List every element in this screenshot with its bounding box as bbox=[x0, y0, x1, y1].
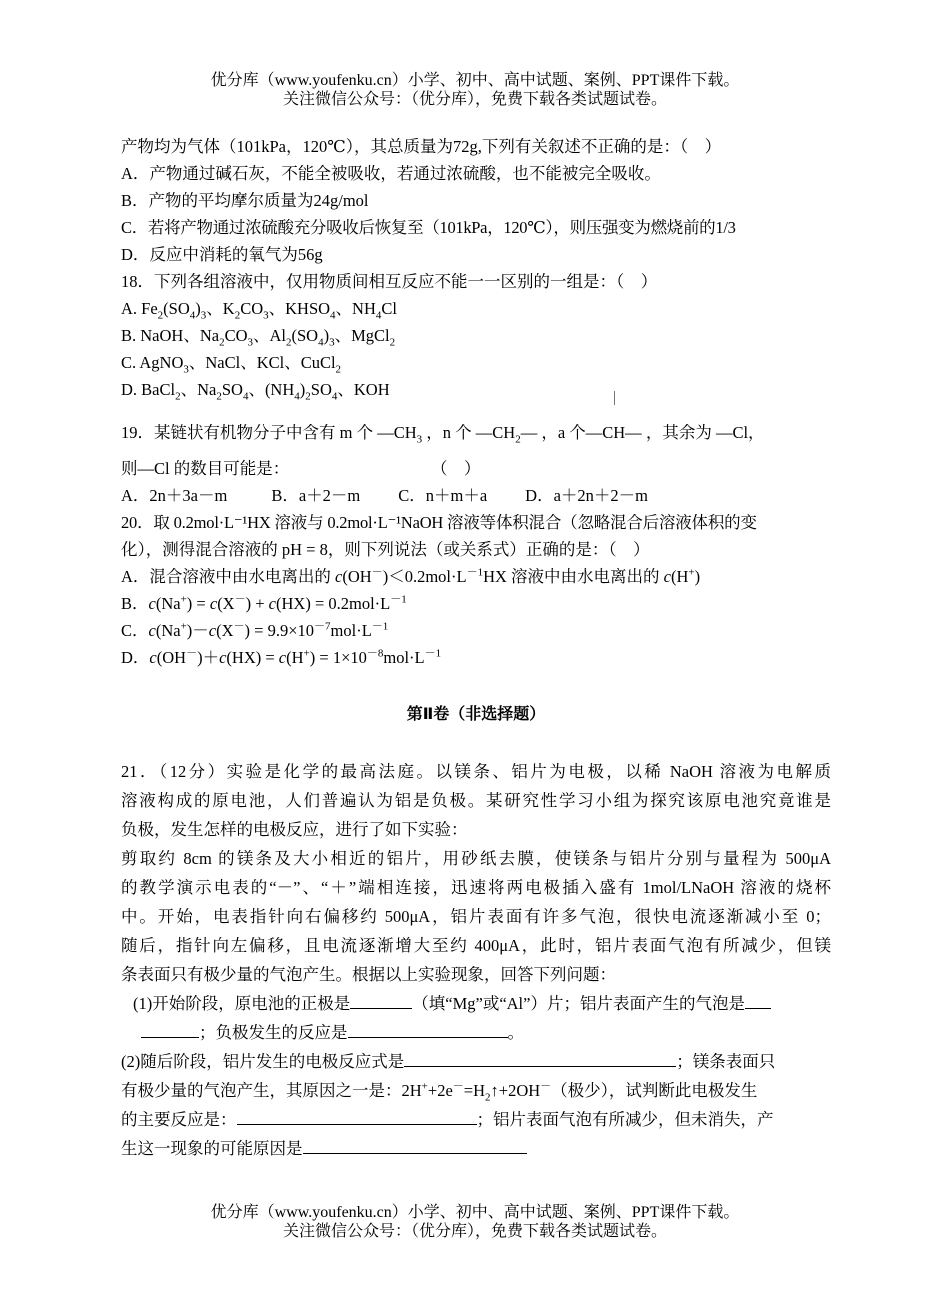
answer-blank[interactable] bbox=[303, 1135, 527, 1154]
q20-option-c: C．$c(Na^+)-c(X^-) = 9.9\times 10^{-7}mol\cdot L^{-1}$ bbox=[121, 620, 389, 640]
q17-option-c: C．若将产物通过浓硫酸充分吸收后恢复至（101kPa，120℃），则压强变为燃烧前的1/3 bbox=[121, 218, 736, 237]
q19-line-2: 则—Cl 的数目可能是： （ ） bbox=[121, 459, 481, 478]
header-line-1: 优分库（www.youfenku.cn）小学、初中、高中试题、案例、PPT课件下载。 bbox=[210, 72, 740, 89]
q21-paragraph-line: 负极，发生怎样的电极反应，进行了如下实验： bbox=[121, 820, 468, 839]
q20-option-a: A．混合溶液中由水电离出的 $c(OH^-)<0.2mol\cdot L^{-1}HX$ 溶液中由水电离出的 c(H+) bbox=[121, 566, 701, 586]
q21-sub-2-line-3: 的主要反应是： ；铝片表面气泡有所减少，但未消失，产 bbox=[121, 1105, 831, 1134]
methine-group: —CH— bbox=[586, 413, 642, 453]
q18-option-b: B. NaOH、$Na_2CO_3$、$Al_2(SO_4)_3$、MgCl$_2$ bbox=[121, 326, 396, 349]
q17-stem: 产物均为气体（101kPa，120℃），其总质量为72g,下列有关叙述不正确的是：（ ） bbox=[121, 137, 722, 156]
answer-blank[interactable] bbox=[404, 1048, 676, 1067]
answer-blank[interactable] bbox=[141, 1019, 199, 1038]
q17-option-a: A．产物通过碱石灰，不能全被吸收，若通过浓硫酸，也不能被完全吸收。 bbox=[121, 164, 661, 183]
section-title: 第Ⅱ卷（非选择题） bbox=[406, 704, 546, 723]
q18-option-d: D. BaCl$_2$、$Na_2SO_4$、$(NH_4)_2SO_4$、KOH bbox=[121, 380, 390, 403]
q21-sub-2-line-2: 有极少量的气泡产生，其原因之一是：$2H^++2e^-=H_2↑+2OH^-$（极少），试判断此电极发生 bbox=[121, 1080, 758, 1104]
answer-blank[interactable] bbox=[237, 1106, 477, 1125]
footer-line-2: 关注微信公众号：（优分库），免费下载各类试题试卷。 bbox=[282, 1223, 667, 1240]
q21-sub-1-cont: ；负极发生的反应是 。 bbox=[121, 1018, 831, 1047]
q18-option-c: C. AgNO$_3$、NaCl、KCl、CuCl$_2$ bbox=[121, 353, 342, 376]
q21-paragraph-line: 条表面只有极少量的气泡产生。根据以上实验现象，回答下列问题： bbox=[121, 965, 616, 984]
page-header bbox=[0, 71, 950, 109]
q21-sub-2: (2)随后阶段，铝片发生的电极反应式是 ；镁条表面只 bbox=[121, 1047, 831, 1076]
q20-line-2: 化），测得混合溶液的 pH = 8，则下列说法（或关系式）正确的是：（ ） bbox=[121, 540, 650, 559]
bond-line bbox=[614, 391, 615, 405]
q17-option-d: D．反应中消耗的氧气为56g bbox=[121, 245, 323, 264]
answer-blank[interactable] bbox=[348, 1019, 508, 1038]
header-line-2: 关注微信公众号：（优分库），免费下载各类试题试卷。 bbox=[282, 91, 667, 108]
page-footer bbox=[0, 1203, 950, 1241]
q21-paragraph-line: 21．（12分）实验是化学的最高法庭。以镁条、铝片为电极，以稀 NaOH 溶液为电解质 bbox=[121, 762, 831, 781]
q21-paragraph-line: 随后，指针向左偏移，且电流逐渐增大至约 400μA，此时，铝片表面气泡有所减少，但镁 bbox=[121, 936, 831, 955]
q19-stem: 19．某链状有机物分子中含有 m 个 $—CH_3$ ，n 个 $—CH_2—$ ，a 个 —CH— ，其余为 —Cl， bbox=[121, 413, 831, 453]
q17-option-b: B．产物的平均摩尔质量为24g/mol bbox=[121, 191, 369, 210]
answer-blank[interactable] bbox=[350, 990, 412, 1009]
q21-paragraph-line: 的教学演示电表的“－”、“＋”端相连接，迅速将两电极插入盛有 1mol/LNaOH 溶液的烧杯 bbox=[121, 878, 831, 897]
answer-blank[interactable] bbox=[745, 990, 771, 1009]
q18-option-a: A. $Fe_2(SO_4)_3$、$K_2CO_3$、$KHSO_4$、$NH_4Cl$ bbox=[121, 299, 397, 322]
q21-paragraph-line: 溶液构成的原电池，人们普遍认为铝是负极。某研究性学习小组为探究该原电池究竟谁是 bbox=[121, 791, 831, 810]
q21-sub-1: (1)开始阶段，原电池的正极是 （填“Mg”或“Al”）片；铝片表面产生的气泡是 bbox=[121, 989, 831, 1018]
exam-body bbox=[121, 133, 831, 1163]
q20-option-b: B．$c(Na^+) = c(X^-) + c(HX) = 0.2mol\cdot L^{-1}$ bbox=[121, 593, 407, 613]
q19-options: A．2n＋3a－m B．a＋2－m C．n＋m＋a D．a＋2n＋2－m bbox=[121, 486, 648, 505]
q21-sub-2-line-4: 生这一现象的可能原因是 bbox=[121, 1134, 831, 1163]
q21-paragraph-line: 剪取约 8cm 的镁条及大小相近的铝片，用砂纸去膜，使镁条与铝片分别与量程为 500μA bbox=[121, 849, 831, 868]
q20-option-d: D．$c(OH^-)+c(HX) = c(H^+) = 1\times 10^{-8}mol\cdot L^{-1}$ bbox=[121, 647, 442, 667]
footer-line-1: 优分库（www.youfenku.cn）小学、初中、高中试题、案例、PPT课件下载。 bbox=[210, 1204, 740, 1221]
q21-paragraph-line: 中。开始，电表指针向右偏移约 500μA，铝片表面有许多气泡，很快电流逐渐减小至 0； bbox=[121, 907, 831, 926]
q18-stem: 18．下列各组溶液中，仅用物质间相互反应不能一一区别的一组是：（ ） bbox=[121, 272, 658, 291]
q20-line-1: 20．取 0.2mol·L⁻¹HX 溶液与 0.2mol·L⁻¹NaOH 溶液等体积混合（忽略混合后溶液体积的变 bbox=[121, 513, 757, 532]
